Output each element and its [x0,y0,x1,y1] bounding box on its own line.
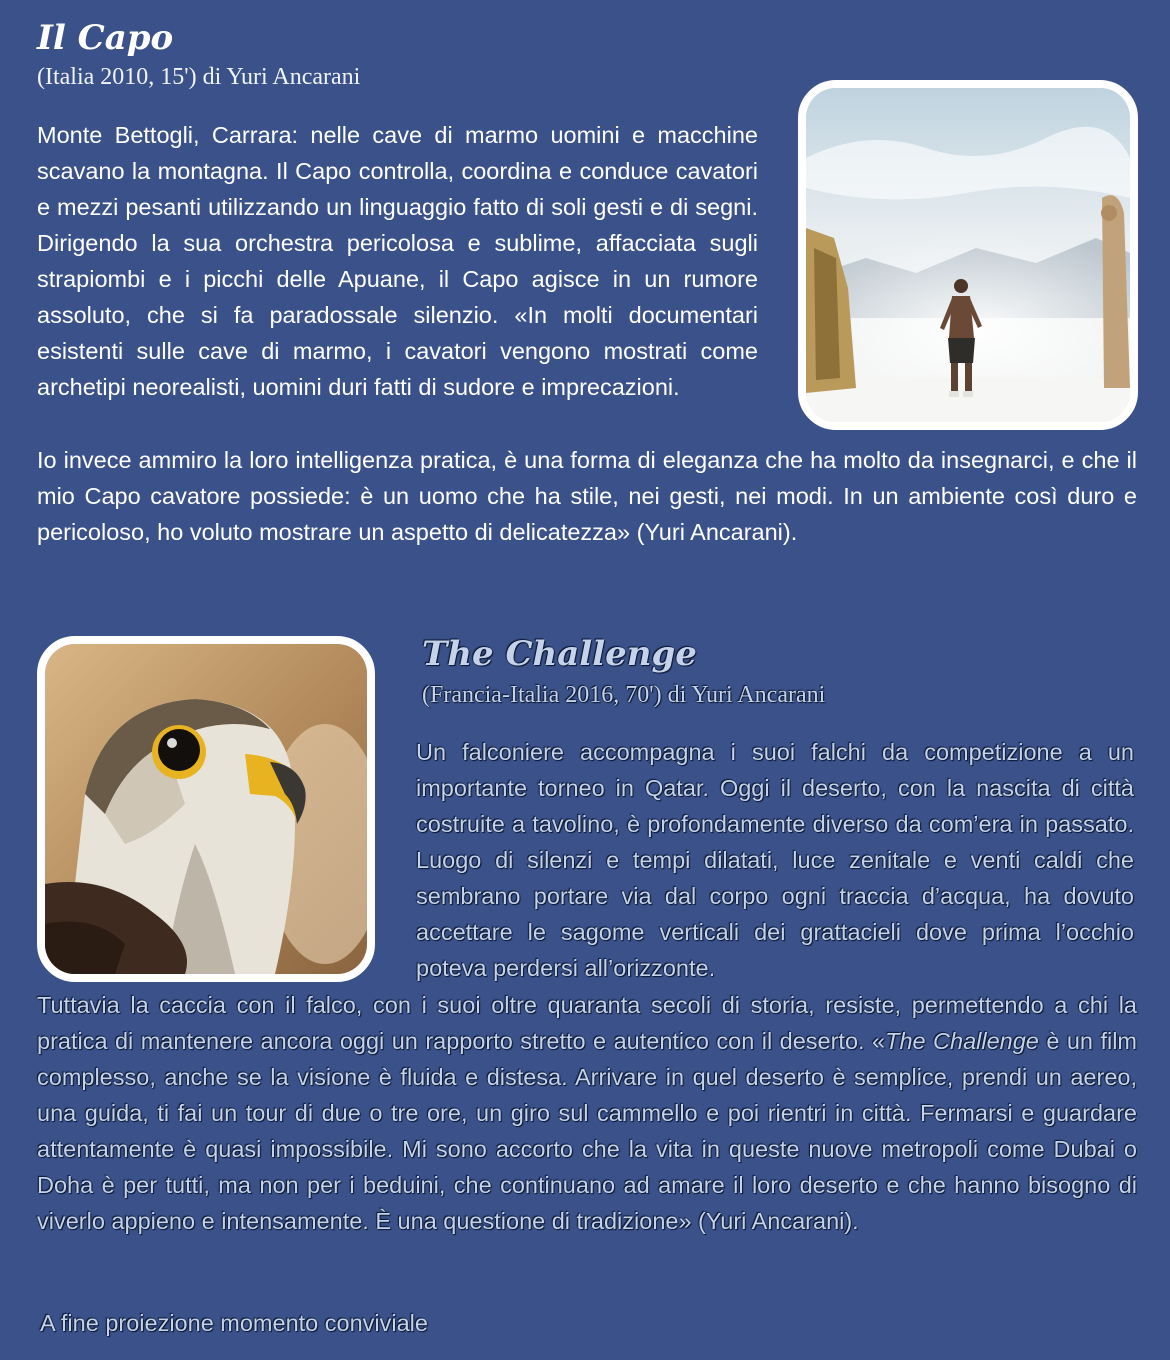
film2-credits: (Francia-Italia 2016, 70') di Yuri Ancarani [422,682,826,708]
footer-note: A fine proiezione momento conviviale [40,1310,428,1336]
film2-description: Un falconiere accompagna i suoi falchi da competizione a un importante torneo in Qatar. Oggi il deserto, con la nascita di città costruite a tavolino, è profondamente diverso da com’era in passato. Luogo di silenzi e tempi dilatati, luce zenitale e venti caldi che sembrano portare via dal corpo ogni traccia d’acqua, ha dovuto accettare le sagome verticali dei grattacieli dove prima l’occhio poteva perdersi all’orizzonte. [416,739,1134,981]
film2-photo [37,636,375,982]
film1-description: Monte Bettogli, Carrara: nelle cave di marmo uomini e macchine scavano la montagna. Il Capo controlla, coordina e conduce cavatori e mezzi pesanti utilizzando un linguaggio fatto di soli gesti e di segni. Dirigendo la sua orchestra pericolosa e sublime, affacciata sugli strapiombi e i picchi delle Apuane, il Capo agisce in un rumore assoluto, che si fa paradossale silenzio. «In molti documentari esistenti sulle cave di marmo, i cavatori vengono mostrati come archetipi neorealisti, uomini duri fatti di sudore e imprecazioni. [37,122,758,400]
film2-quote-start: Tuttavia la caccia con il falco, con i suoi oltre quaranta secoli di storia, resiste, permettendo a chi la pratica di mantenere ancora oggi un rapporto stretto e autentico con il deserto. « [37,992,1137,1054]
film1-photo [798,80,1138,430]
film1-quote: Io invece ammiro la loro intelligenza pratica, è una forma di eleganza che ha molto da insegnarci, e che il mio Capo cavatore possiede: è un uomo che ha stile, nei gesti, nei modi. In un ambiente così duro e pericoloso, ho voluto mostrare un aspetto di delicatezza» (Yuri Ancarani). [37,447,1137,545]
film2-quote [37,987,1137,1239]
film2-quote-end: è un film complesso, anche se la visione è fluida e distesa. Arrivare in quel deserto è semplice, prendi un aereo, una guida, ti fai un tour di due o tre ore, un giro sul cammello e poi rientri in città. Fermarsi e guardare attentamente è quasi impossibile. Mi sono accorto che la vita in queste nuove metropoli come Dubai o Doha è per tutti, ma non per i beduini, che continuano ad amare il loro deserto e che hanno bisogno di viverlo appieno e intensamente. È una questione di tradizione» (Yuri Ancarani). [37,1028,1137,1234]
falcon-image [45,644,367,974]
film1-title: Il Capo [37,18,174,58]
quarry-worker-image [806,88,1130,422]
film2-quote-title: The Challenge [885,1028,1039,1054]
film1-credits: (Italia 2010, 15') di Yuri Ancarani [37,64,361,90]
film2-title: The Challenge [422,634,697,674]
